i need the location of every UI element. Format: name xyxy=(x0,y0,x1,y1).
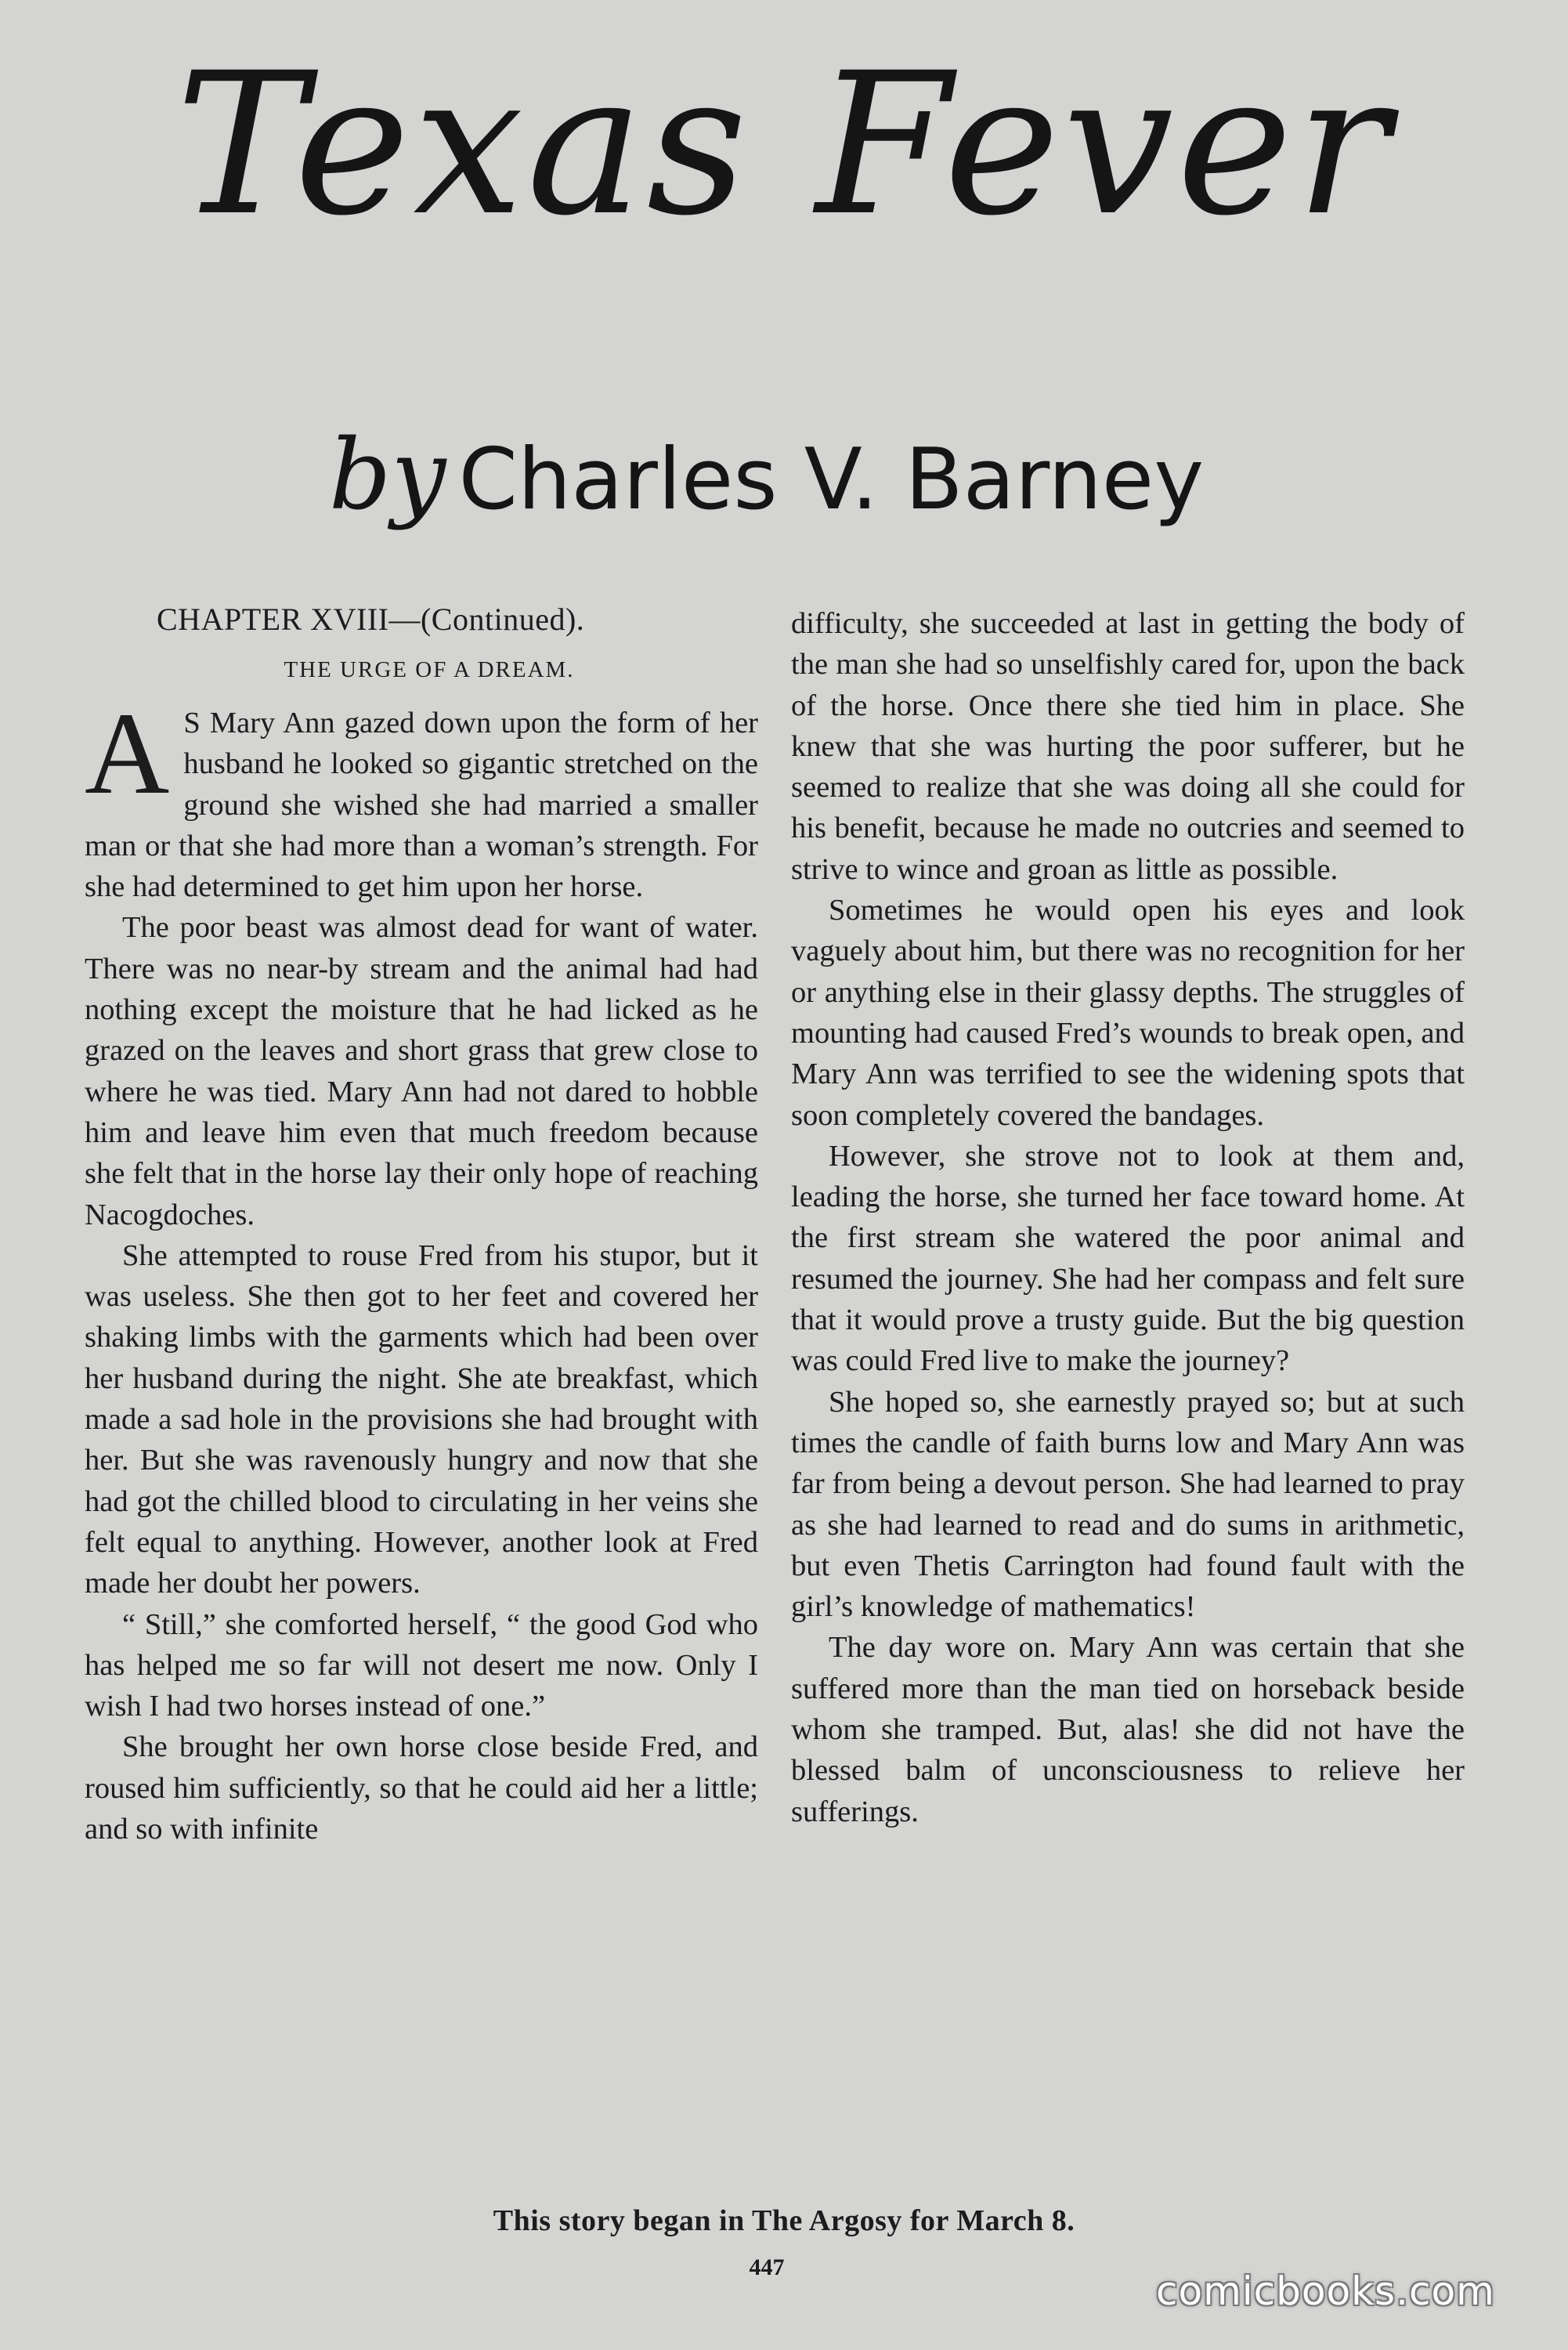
paragraph: The poor beast was almost dead for want of water. There was no near-by stream and the animal had had nothing except the moisture that he had licked as he grazed on the leaves and short grass that grew close to where he was tied. Mary Ann had not dared to hobble him and leave him even that much freedom because she felt that in the horse lay their only hope of reaching Nacogdoches. xyxy=(85,911,758,1231)
byline-by: by xyxy=(329,419,446,532)
drop-cap: A xyxy=(85,689,170,819)
page-number: 447 xyxy=(749,2254,785,2280)
byline xyxy=(329,419,1205,532)
left-column xyxy=(85,599,758,1849)
story-title: Texas Fever xyxy=(175,31,1393,258)
paragraph-text: S Mary Ann gazed down upon the form of her husband he looked so gigantic stretched on the ground she wished she had married a smaller man or that she had more than a woman’s strength. For she had determined to get him upon her horse. xyxy=(85,707,758,904)
watermark: comicbooks.com xyxy=(1156,2269,1495,2314)
paragraph: She brought her own horse close beside Fred, and roused him sufficiently, so that he could aid her a little; and so with infinite xyxy=(85,1730,758,1846)
story-began-note: This story began in The Argosy for March 8. xyxy=(493,2204,1075,2237)
paragraph: difficulty, she succeeded at last in getting the body of the man she had so unselfishly cared for, upon the back of the horse. Once there she tied him in place. She knew that she was hurting the poor sufferer, but he seemed to realize that she was doing all she could for his benefit, because he made no outcries and seemed to strive to wince and groan as little as possible. xyxy=(791,607,1465,886)
paragraph: “ Still,” she comforted herself, “ the good God who has helped me so far will not desert me now. Only I wish I had two horses instead of one.” xyxy=(85,1607,758,1723)
section-title: THE URGE OF A DREAM. xyxy=(284,657,575,682)
paragraph: Sometimes he would open his eyes and look vaguely about him, but there was no recognition for her or anything else in their glassy depths. The struggles of mounting had caused Fred’s wounds to break open, and Mary Ann was terrified to see the widening spots that soon completely covered the bandages. xyxy=(791,894,1465,1132)
chapter-heading: CHAPTER XVIII—(Continued). xyxy=(157,602,585,637)
paragraph xyxy=(85,689,758,907)
paragraph: However, she strove not to look at them and, leading the horse, she turned her face toward home. At the first stream she watered the poor animal and resumed the journey. She had her compass and felt sure that it would prove a trusty guide. But the big question was could Fred live to make the journey? xyxy=(791,1139,1465,1378)
right-column xyxy=(791,603,1465,1832)
paragraph: The day wore on. Mary Ann was certain that she suffered more than the man tied on horseback beside whom she tramped. But, alas! she did not have the blessed balm of unconsciousness to relieve her sufferings. xyxy=(791,1631,1465,1828)
paragraph: She attempted to rouse Fred from his stupor, but it was useless. She then got to her feet and covered her shaking limbs with the garments which had been over her husband during the night. She ate breakfast, which made a sad hole in the provisions she had brought with her. But she was ravenously hungry and now that she had got the chilled blood to circulating in her veins she felt equal to anything. However, another look at Fred made her doubt her powers. xyxy=(85,1238,758,1600)
paragraph: She hoped so, she earnestly prayed so; but at such times the candle of faith burns low and Mary Ann was far from being a devout person. She had learned to pray as she had learned to read and do sums in arithmetic, but even Thetis Carrington had found fault with the girl’s knowledge of mathematics! xyxy=(791,1385,1465,1624)
author-name: Charles V. Barney xyxy=(458,431,1205,529)
